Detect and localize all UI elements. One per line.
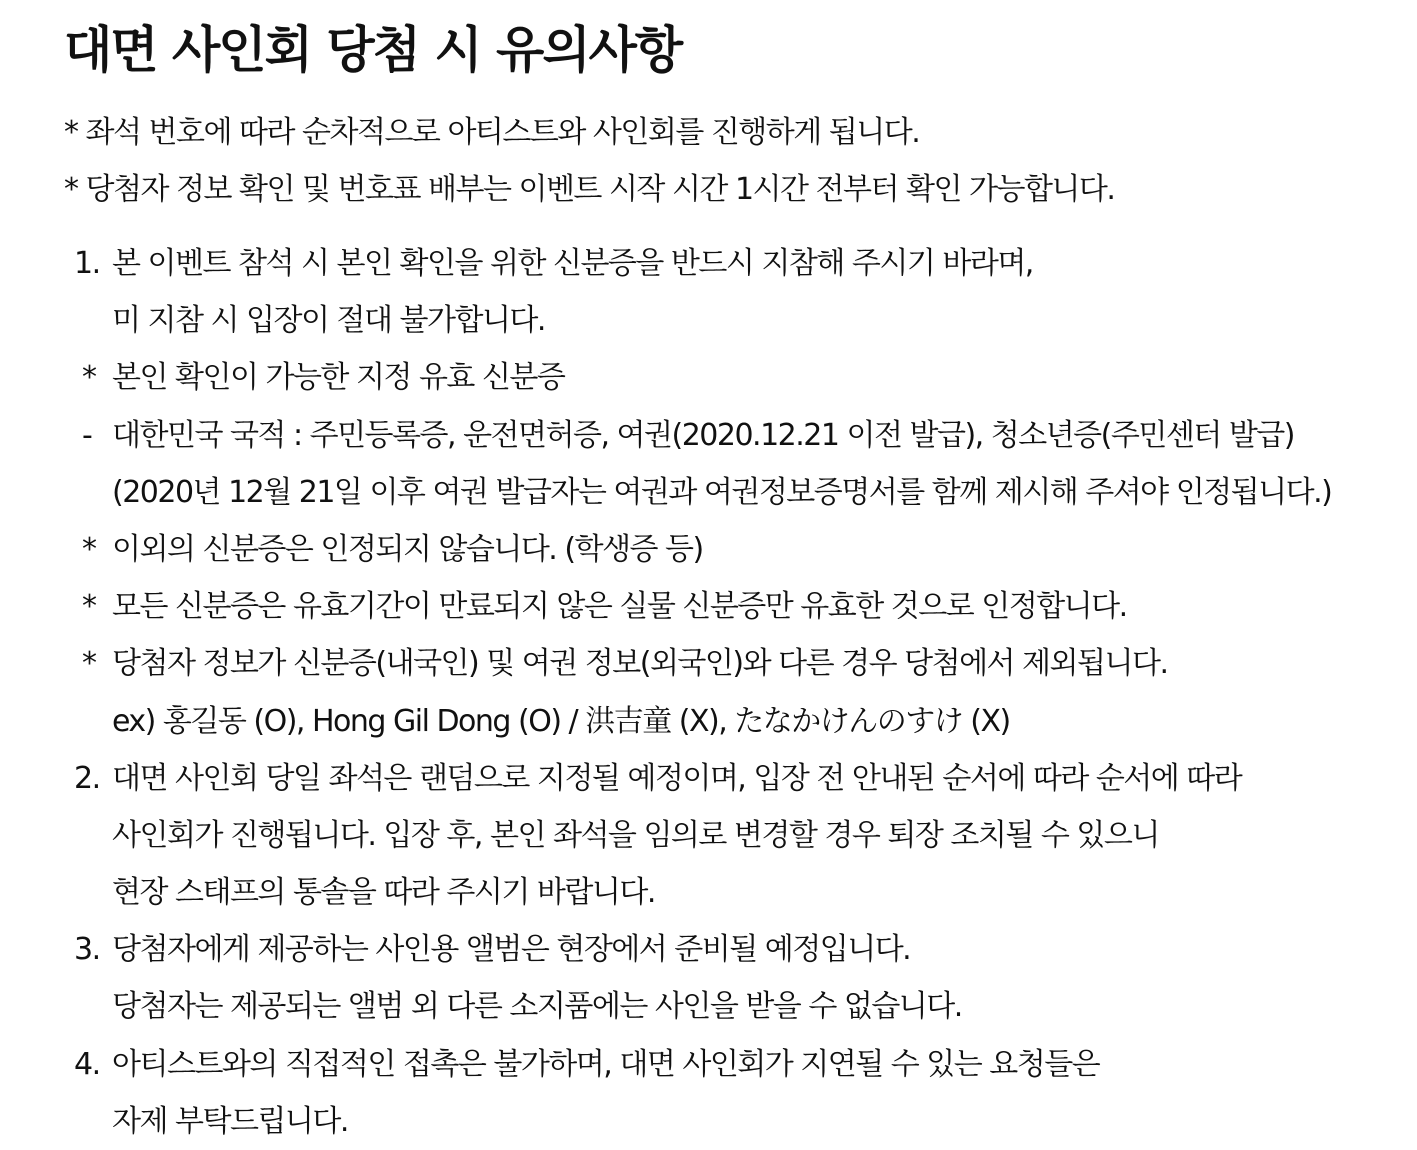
list-marker: * — [82, 589, 96, 625]
list-item-text: 대면 사인회 당일 좌석은 랜덤으로 지정될 예정이며, 입장 전 안내된 순서에 따라 순서에 따라 — [112, 760, 1242, 796]
list-marker — [64, 864, 112, 921]
list-item — [64, 635, 1404, 692]
list-item — [64, 464, 1404, 521]
list-item-text: 자제 부탁드립니다. — [112, 1103, 348, 1139]
list-item — [64, 1036, 1404, 1093]
list-marker — [64, 464, 112, 521]
list-item-text: 당첨자 정보가 신분증(내국인) 및 여권 정보(외국인)와 다른 경우 당첨에서 제외됩니다. — [112, 646, 1168, 682]
list-marker: * — [82, 531, 96, 567]
list-item — [64, 292, 1404, 349]
list-item-text: 미 지참 시 입장이 절대 불가합니다. — [112, 303, 545, 339]
general-notes — [64, 104, 1404, 218]
list-marker: - — [82, 417, 92, 453]
list-item — [64, 521, 1404, 578]
list-item-text: 대한민국 국적 : 주민등록증, 운전면허증, 여권(2020.12.21 이전 발급), 청소년증(주민센터 발급) — [112, 417, 1294, 453]
list-marker — [64, 807, 112, 864]
list-marker — [64, 292, 112, 349]
list-item — [64, 807, 1404, 864]
list-marker: 3. — [74, 932, 100, 968]
precautions-list — [64, 235, 1404, 1150]
list-marker — [64, 1093, 112, 1150]
list-item — [64, 578, 1404, 635]
list-marker: * — [82, 646, 96, 682]
list-item — [64, 349, 1404, 406]
list-item-text: 본 이벤트 참석 시 본인 확인을 위한 신분증을 반드시 지참해 주시기 바라며, — [112, 246, 1033, 281]
list-item-text: 당첨자에게 제공하는 사인용 앨범은 현장에서 준비될 예정입니다. — [112, 932, 911, 968]
list-item-text: 아티스트와의 직접적인 접촉은 불가하며, 대면 사인회가 지연될 수 있는 요청들은 — [112, 1046, 1100, 1082]
list-item — [64, 693, 1404, 750]
list-item — [64, 864, 1404, 921]
list-item — [64, 407, 1404, 464]
list-item-text: 당첨자는 제공되는 앨범 외 다른 소지품에는 사인을 받을 수 없습니다. — [112, 989, 962, 1025]
list-item-text: 사인회가 진행됩니다. 입장 후, 본인 좌석을 임의로 변경할 경우 퇴장 조치될 수 있으니 — [112, 817, 1159, 853]
list-item — [64, 1093, 1404, 1150]
list-marker — [64, 693, 112, 750]
page-title: 대면 사인회 당첨 시 유의사항 — [64, 21, 682, 79]
list-item-text: (2020년 12월 21일 이후 여권 발급자는 여권과 여권정보증명서를 함께 제시해 주셔야 인정됩니다.) — [112, 474, 1332, 510]
note-line: * 좌석 번호에 따라 순차적으로 아티스트와 사인회를 진행하게 됩니다. — [64, 115, 920, 150]
list-item — [64, 978, 1404, 1035]
list-marker: 1. — [74, 246, 100, 281]
list-item — [64, 235, 1404, 292]
list-item-text: 이외의 신분증은 인정되지 않습니다. (학생증 등) — [112, 531, 703, 567]
list-item-text: 현장 스태프의 통솔을 따라 주시기 바랍니다. — [112, 875, 655, 911]
list-marker: * — [82, 360, 96, 396]
list-item — [64, 921, 1404, 978]
list-marker: 4. — [74, 1046, 100, 1082]
list-item — [64, 750, 1404, 807]
note-line: * 당첨자 정보 확인 및 번호표 배부는 이벤트 시작 시간 1시간 전부터 확인 가능합니다. — [64, 172, 1115, 207]
list-marker — [64, 978, 112, 1035]
list-item-text: ex) 홍길동 (O), Hong Gil Dong (O) / 洪吉童 (X), たなかけんのすけ (X) — [112, 703, 1010, 739]
list-item-text: 본인 확인이 가능한 지정 유효 신분증 — [112, 360, 565, 396]
list-item-text: 모든 신분증은 유효기간이 만료되지 않은 실물 신분증만 유효한 것으로 인정합니다. — [112, 589, 1127, 625]
list-marker: 2. — [74, 760, 100, 796]
notice-document — [64, 14, 1404, 1150]
